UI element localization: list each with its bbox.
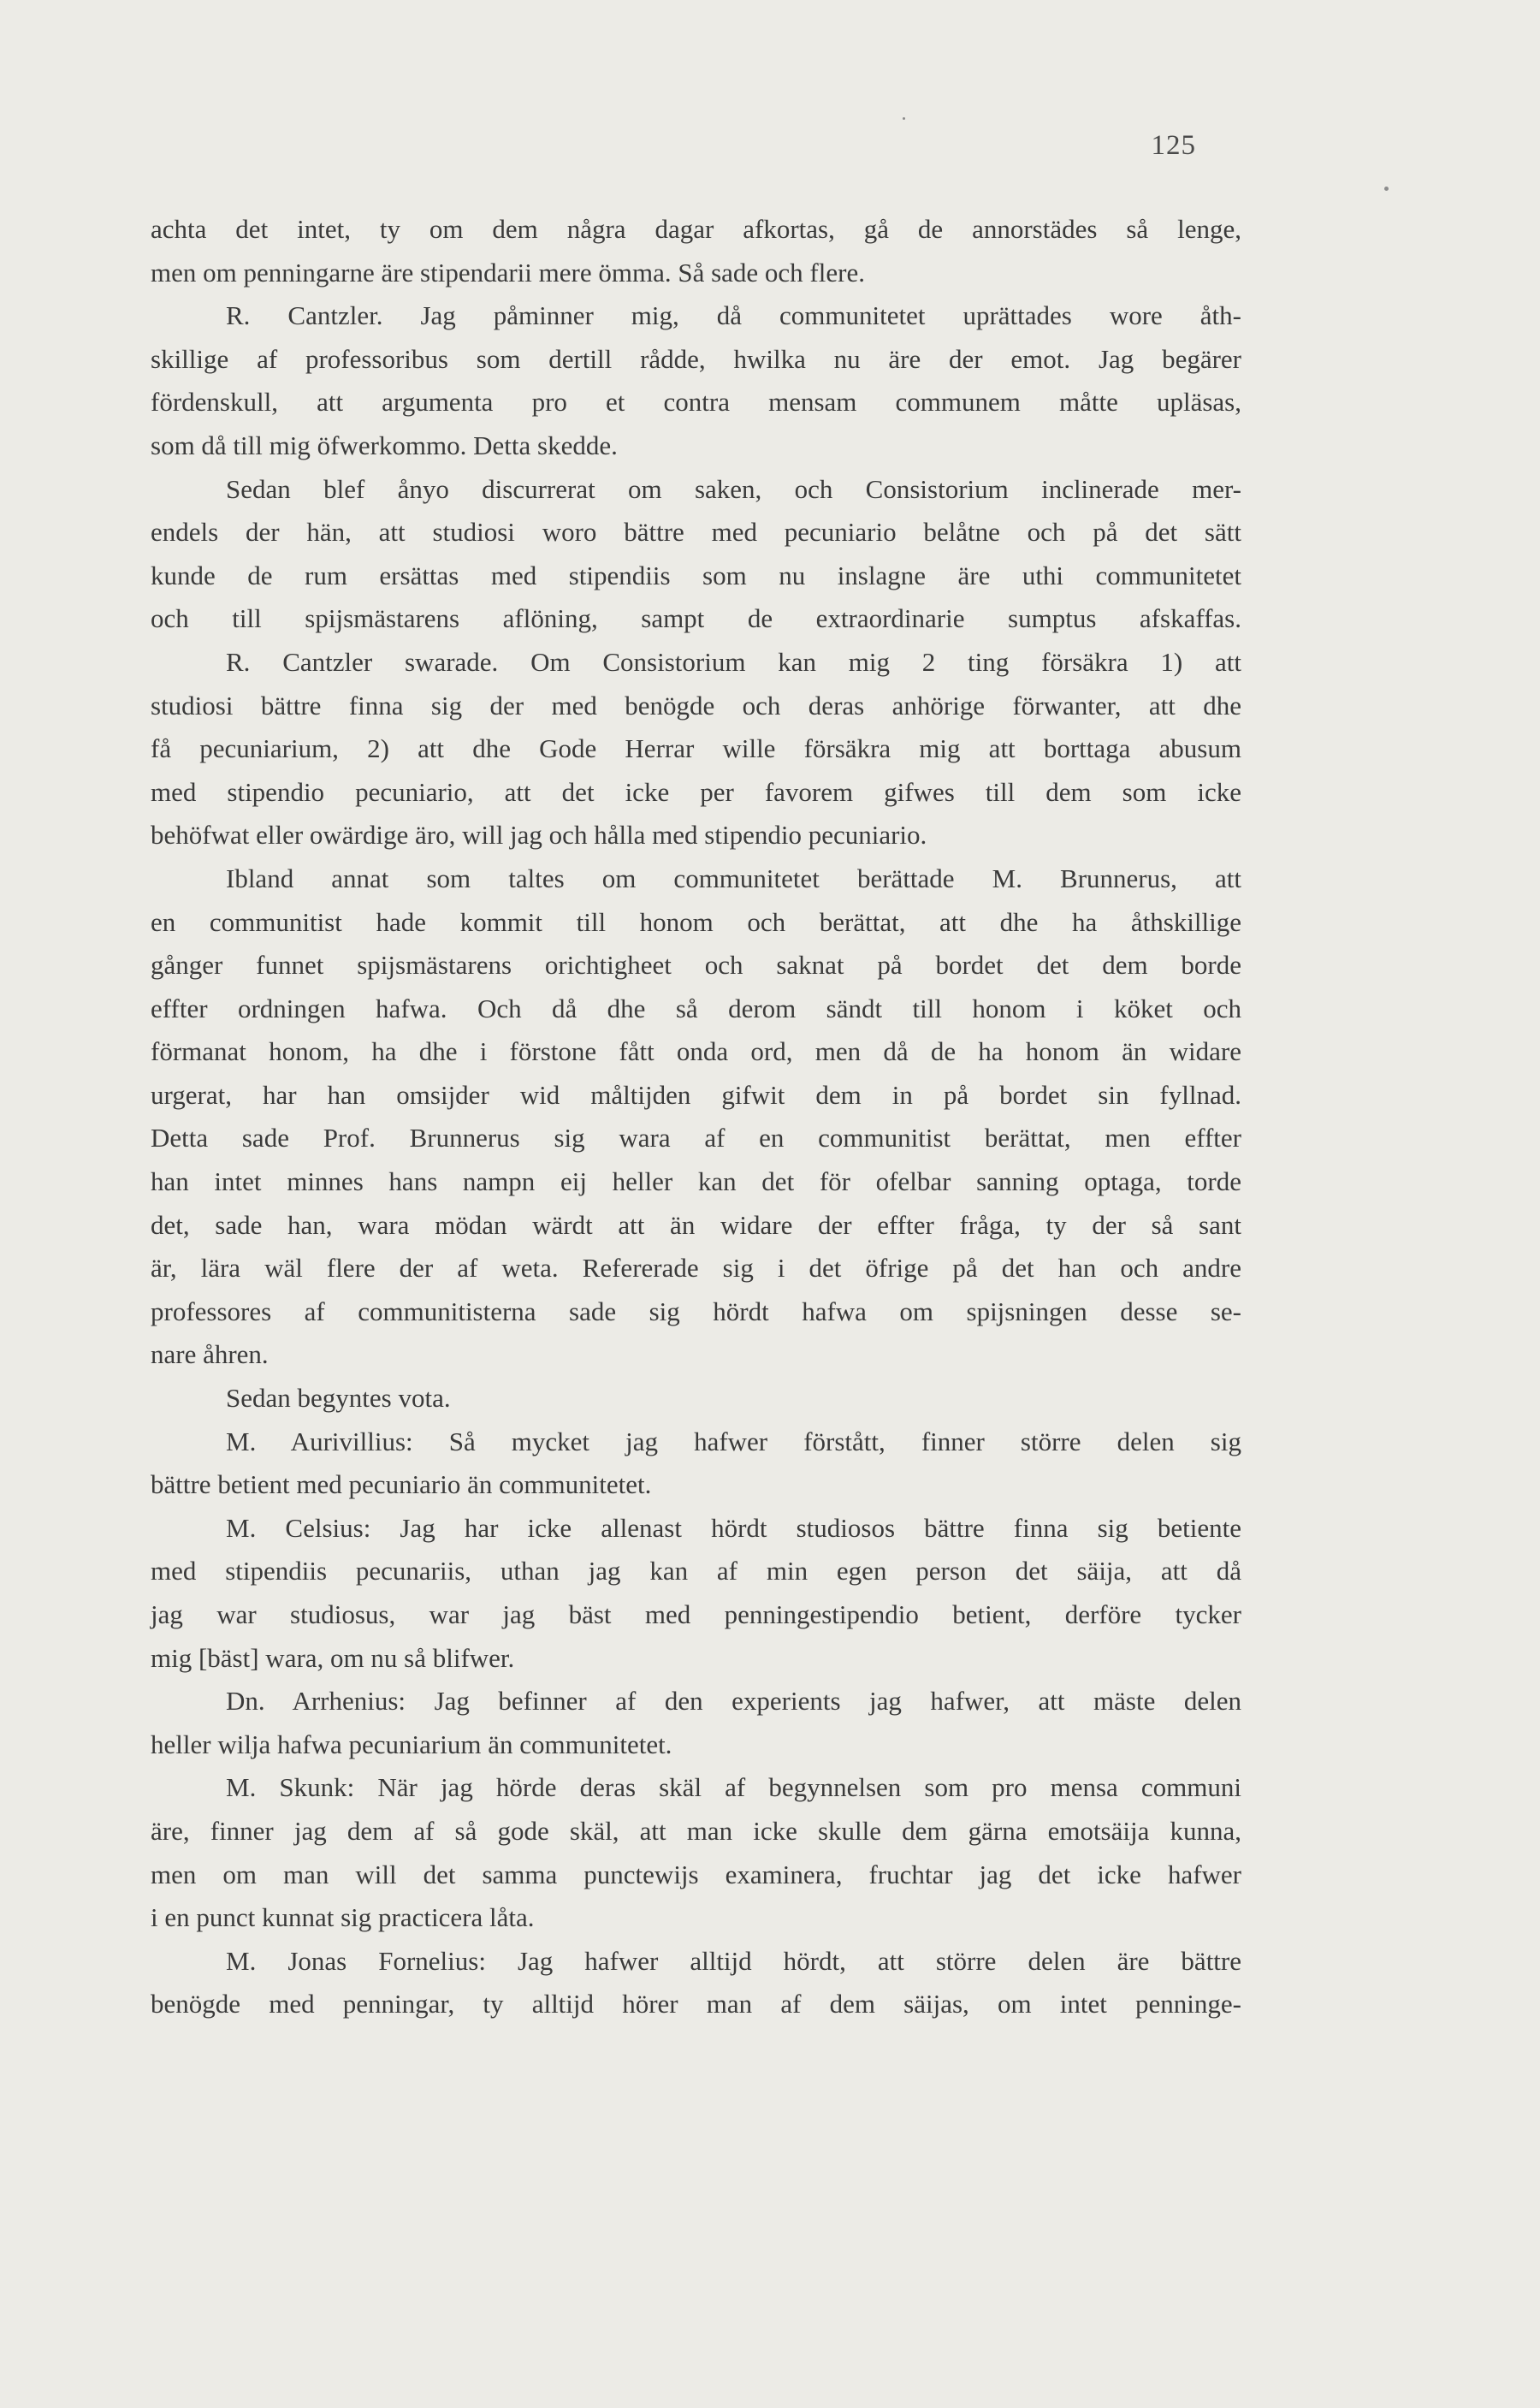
text-line: M. Skunk: När jag hörde deras skäl af begynnelsen som pro mensa communi (226, 1772, 1241, 1803)
ink-speck (903, 117, 905, 120)
text-line: få pecuniarium, 2) att dhe Gode Herrar wille försäkra mig att borttaga abusum (151, 733, 1241, 764)
text-line: nare åhren. (151, 1339, 269, 1370)
text-line: benögde med penningar, ty alltijd hörer man af dem säijas, om intet penninge- (151, 1989, 1241, 2020)
text-line: effter ordningen hafwa. Och då dhe så derom sändt till honom i köket och (151, 993, 1241, 1023)
text-line: Dn. Arrhenius: Jag befinner af den experients jag hafwer, att mäste delen (226, 1686, 1241, 1717)
text-line: men om penningarne äre stipendarii mere ömma. Så sade och flere. (151, 257, 865, 288)
text-line: achta det intet, ty om dem några dagar afkortas, gå de annorstädes så lenge, (151, 214, 1241, 244)
text-line: bättre betient med pecuniario än communitetet. (151, 1469, 652, 1500)
text-line: studiosi bättre finna sig der med benögde och deras anhörige förwanter, att dhe (151, 690, 1241, 721)
text-line: det, sade han, wara mödan wärdt att än widare der effter fråga, ty der så sant (151, 1209, 1241, 1240)
text-line: med stipendio pecuniario, att det icke per favorem gifwes till dem som icke (151, 776, 1241, 807)
text-line: kunde de rum ersättas med stipendiis som nu inslagne äre uthi communitetet (151, 560, 1241, 590)
text-line: Ibland annat som taltes om communitetet berättade M. Brunnerus, att (226, 863, 1241, 893)
text-line: Sedan blef ånyo discurrerat om saken, och Consistorium inclinerade mer- (226, 473, 1241, 504)
text-line: gånger funnet spijsmästarens orichtigheet och saknat på bordet det dem borde (151, 950, 1241, 981)
text-line: R. Cantzler swarade. Om Consistorium kan mig 2 ting försäkra 1) att (226, 646, 1241, 677)
text-line: förmanat honom, ha dhe i förstone fått onda ord, men då de ha honom än widare (151, 1036, 1241, 1067)
ink-speck (1384, 187, 1389, 191)
text-line: Sedan begyntes vota. (226, 1383, 451, 1414)
text-line: mig [bäst] wara, om nu så blifwer. (151, 1642, 515, 1673)
text-line: han intet minnes hans nampn eij heller kan det för ofelbar sanning optaga, torde (151, 1166, 1241, 1197)
text-line: urgerat, har han omsijder wid måltijden gifwit dem in på bordet sin fyllnad. (151, 1079, 1241, 1110)
text-line: med stipendiis pecunariis, uthan jag kan af min egen person det säija, att då (151, 1556, 1241, 1587)
page-number: 125 (1151, 130, 1196, 161)
text-line: behöfwat eller owärdige äro, will jag och hålla med stipendio pecuniario. (151, 820, 927, 851)
text-line: Detta sade Prof. Brunnerus sig wara af en communitist berättat, men effter (151, 1123, 1241, 1154)
text-line: är, lära wäl flere der af weta. Refererade sig i det öfrige på det han och andre (151, 1253, 1241, 1284)
text-line: heller wilja hafwa pecuniarium än communitetet. (151, 1729, 672, 1759)
text-line: äre, finner jag dem af så gode skäl, att man icke skulle dem gärna emotsäija kunna, (151, 1815, 1241, 1846)
text-line: men om man will det samma punctewijs examinera, fruchtar jag det icke hafwer (151, 1859, 1241, 1889)
text-line: M. Aurivillius: Så mycket jag hafwer förstått, finner större delen sig (226, 1426, 1241, 1456)
text-line: R. Cantzler. Jag påminner mig, då communitetet uprättades wore åth- (226, 300, 1241, 331)
text-line: jag war studiosus, war jag bäst med penningestipendio betient, derföre tycker (151, 1599, 1241, 1629)
text-line: en communitist hade kommit till honom och berättat, att dhe ha åthskillige (151, 906, 1241, 937)
text-line: och till spijsmästarens aflöning, sampt de extraordinarie sumptus afskaffas. (151, 603, 1241, 634)
text-line: fördenskull, att argumenta pro et contra mensam communem måtte upläsas, (151, 387, 1241, 418)
text-line: skillige af professoribus som dertill rådde, hwilka nu äre der emot. Jag begärer (151, 343, 1241, 374)
text-line: endels der hän, att studiosi woro bättre med pecuniario belåtne och på det sätt (151, 517, 1241, 548)
text-line: som då till mig öfwerkommo. Detta skedde. (151, 430, 618, 460)
text-line: M. Jonas Fornelius: Jag hafwer alltijd hördt, att större delen äre bättre (226, 1945, 1241, 1976)
text-line: M. Celsius: Jag har icke allenast hördt studiosos bättre finna sig betiente (226, 1512, 1241, 1543)
text-line: professores af communitisterna sade sig hördt hafwa om spijsningen desse se- (151, 1296, 1241, 1326)
body-text (151, 208, 1241, 2026)
text-line: i en punct kunnat sig practicera låta. (151, 1902, 535, 1933)
